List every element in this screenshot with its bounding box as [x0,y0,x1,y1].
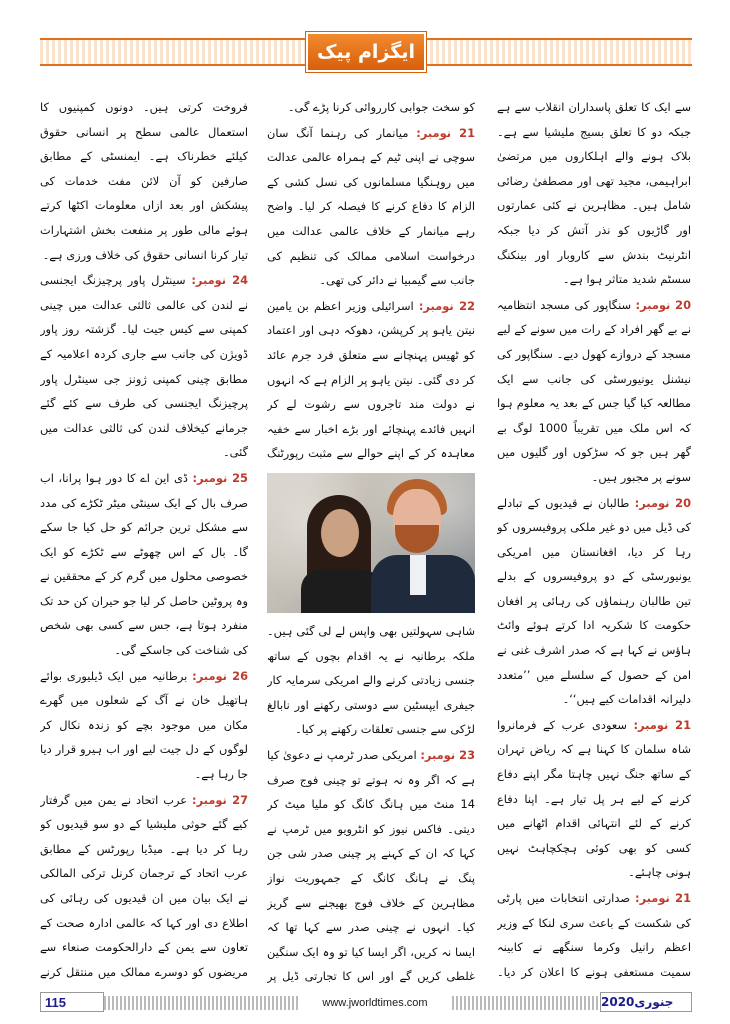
news-date: 25 نومبر: [192,470,248,485]
photo-woman-face [321,509,359,557]
news-text: برطانیہ میں ایک ڈیلیوری بوائے ہاتھیل خان نے آگ کے شعلوں میں گھرے مکان میں موجود بچے کو زندہ نکال کر لوگوں کے دل جیت لیے اور اب ہیرو قرار دیا جا رہا ہے۔ [40,668,248,782]
news-text: سینٹرل پاور پرچیزنگ ایجنسی نے لندن کی عالمی ثالثی عدالت میں چینی کمپنی سے کیس جیت لیا۔ گزشتہ روز پاور ڈویژن کی جانب سے جاری کردہ اعلامیہ کے مطابق چینی کمپنی ژونز جی سینٹرل پاور پرچیزنگ ایجنسی کی طرف سے کئے گئے جرمانے کیخلاف لندن کی ثالثی عدالت میں گئی۔ [40,273,248,460]
news-item [40,466,248,663]
news-item [267,121,475,293]
section-title: ایگزام پیک [306,32,426,72]
news-date: 24 نومبر: [191,273,248,288]
news-photo [267,473,475,613]
page-number-box [40,992,104,1012]
news-date: 26 نومبر: [192,668,248,683]
photo-man-shirt [410,555,426,595]
news-item [267,743,475,983]
news-text: میانمار کی رہنما آنگ سان سوچی نے اپنی ٹیم کے ہمراہ عالمی عدالت میں روہنگیا مسلمانوں کی نسل کشی کے الزام کا دفاع کرنے کا فیصلہ کر لیا۔ واضح رہے میانمار کے خلاف عالمی عدالت میں درخواست اسلامی ممالک کی تنظیم کی جانب سے گیمبیا نے دائر کی تھی۔ [267,125,475,288]
news-date: 27 نومبر: [192,792,248,807]
news-date: 21 نومبر: [416,125,475,140]
paragraph: شاہی سہولتیں بھی واپس لے لی گئی ہیں۔ ملکہ برطانیہ نے یہ اقدام بچوں کے ساتھ جنسی زیادتی کرنے والے امریکی سرمایہ کار جیفری ایپسٹین سے دوستی رکھنے اور نابالغ لڑکی سے جنسی تعلقات رکھنے پر کیا۔ [267,624,475,737]
news-text: عرب اتحاد نے یمن میں گرفتار کیے گئے حوثی ملیشیا کے دو سو قیدیوں کو رہا کر دیا ہے۔ میڈیا رپورٹس کے مطابق عرب اتحاد کے ترجمان کرنل ترکی المالکی نے ایک بیان میں ان قیدیوں کی رہائی کی اطلاع دی اور کہا کہ عالمی ادارہ صحت کے تعاون سے یمن کے دارالحکومت صنعاء سے مریضوں کو دوسرے ممالک میں منتقل کرنے [40,792,248,979]
paragraph: کو سخت جوابی کارروائی کرنا پڑے گی۔ [287,100,475,114]
news-text: امریکی صدر ٹرمپ نے دعویٰ کیا ہے کہ اگر وہ نہ ہوتے تو چینی فوج صرف 14 منٹ میں ہانگ کانگ کو ملیا میٹ کر دیتی۔ فاکس نیوز کو انٹرویو میں ٹرمپ نے کہا کہ ان کے کہنے پر چینی صدر شی جن پنگ نے ہانگ کانگ کے جمہوریت نواز مظاہرین کے خلاف فوج بھیجنے سے گریز کیا۔ انہوں نے چینی صدر سے کہا تھا کہ ایسا نہ کریں، اگر ایسا کیا تو وہ ایک سنگین غلطی کریں گے اور اس کا تجارتی ڈیل پر [267,747,475,983]
page-number: 115 [45,994,66,1010]
news-text: سنگاپور کی مسجد انتظامیہ نے بے گھر افراد کے رات میں سونے کے لیے مسجد کے دروازے کھول دیے۔ سنگاپور کی نیشنل یونیورسٹی کی جانب سے ایک مطالعہ کیا گیا جس کے بعد یہ معلوم ہوا کہ اس ملک میں تقریباً 1000 لوگ بے گھر ہیں جو کہ سڑکوں اور گلیوں میں سونے پر مجبور ہیں۔ [497,297,691,484]
news-text: سعودی عرب کے فرمانروا شاہ سلمان کا کہنا ہے کہ ریاض تہران کے ساتھ جنگ نہیں چاہتا مگر اپنے دفاع کرنے کے لیے ہر پل تیار ہے۔ اپنا دفاع کرنے کے لئے انتہائی اقدام اٹھانے میں کسی کو بھی کوئی ہچکچاہٹ نہیں ہونی چاہئے۔ [497,717,691,880]
news-text: اسرائیلی وزیر اعظم بن یامین نیتن یاہو پر کرپشن، دھوکہ دہی اور اعتماد کو ٹھیس پہنچانے سے متعلق فرد جرم عائد کر دی گئی۔ نیتن یاہو پر الزام ہے کہ انہوں نے دولت مند تاجروں سے رشوت لے کر انہیں فائدے پہنچائے اور بڑے اخبار سے خفیہ معاہدہ کر کے اپنے حوالے سے مثبت رپورٹنگ [267,298,475,461]
website-url: www.jworldtimes.com [300,994,450,1012]
issue-label: جنوری2020 [601,995,674,1009]
column-right [497,95,691,983]
column-left [40,95,248,983]
news-date: 20 نومبر: [634,495,691,510]
column-middle-top [267,95,475,467]
photo-woman-dress [301,569,381,613]
news-item [497,713,691,885]
news-item [40,788,248,983]
news-item [497,491,691,712]
news-item [40,268,248,465]
news-date: 20 نومبر: [635,297,691,312]
news-date: 21 نومبر: [635,891,691,905]
paragraph: فروخت کرتی ہیں۔ دونوں کمپنیوں کا استعمال عالمی سطح پر انسانی حقوق کیلئے خطرناک ہے۔ ایمنسٹی کے مطابق صارفین کو آن لائن مفت خدمات کی پیشکش اور بعد ازاں معلومات اکٹھا کرتے ہوئے مالی طور پر منفعت بخش اشتہارات تیار کرنا انسانی حقوق کی خلاف ورزی ہے۔ [40,100,248,262]
news-item [497,886,691,983]
issue-box [600,992,692,1012]
column-middle [267,95,475,983]
news-item [497,293,691,490]
paragraph: سے ایک کا تعلق پاسداران انقلاب سے ہے جبکہ دو کا تعلق بسیج ملیشیا سے ہے۔ بلاک ہونے والے اہلکاروں میں مرتضیٰ ابراہیمی، مجید تھی اور مصطفیٰ رضائی شامل ہیں۔ مظاہرین نے کئی عمارتوں اور گاڑیوں کو نذر آتش کر دیا جبکہ انٹرنیٹ بندش سے کاروبار اور بینکنگ سسٹم شدید متاثر ہوا ہے۔ [497,100,691,287]
news-item [40,664,248,787]
news-date: 23 نومبر: [420,747,475,762]
news-text: طالبان نے قیدیوں کے تبادلے کی ڈیل میں دو غیر ملکی پروفیسروں کو رہا کر دیا، افغانستان میں امریکی یونیورسٹی کے دو پروفیسروں کے بدلے تین طالبان رہنماؤں کی رہائی پر افغان حکومت کا شکریہ ادا کرتے ہوئے وائٹ ہاؤس نے کہا ہے کہ صدر اشرف غنی نے امن کے حصول کے سلسلے میں ’’متعدد دلیرانہ اقدامات کیے ہیں‘‘۔ [497,495,691,707]
news-date: 21 نومبر: [633,717,691,732]
news-text: صدارتی انتخابات میں پارٹی کی شکست کے باعث سری لنکا کے وزیر اعظم رانیل وکرما سنگھے نے کابینہ سمیت مستعفی ہونے کا اعلان کر دیا۔ [497,891,691,979]
news-item [267,294,475,467]
news-date: 22 نومبر: [418,298,475,313]
news-text: ڈی این اے کا دور ہوا پرانا، اب صرف بال کے ایک سینٹی میٹر ٹکڑے کی مدد سے مشکل ترین جرائم کو حل کیا جا سکے گا۔ بال کے اس چھوٹے سے ٹکڑے کو ایک خصوصی محلول میں گرم کر کے محققین نے وہ پروٹین حاصل کر لیا جو حیران کن حد تک منفرد ہوتا ہے، جس سے کسی بھی شخص کی شناخت کی جاسکے گی۔ [40,470,248,658]
